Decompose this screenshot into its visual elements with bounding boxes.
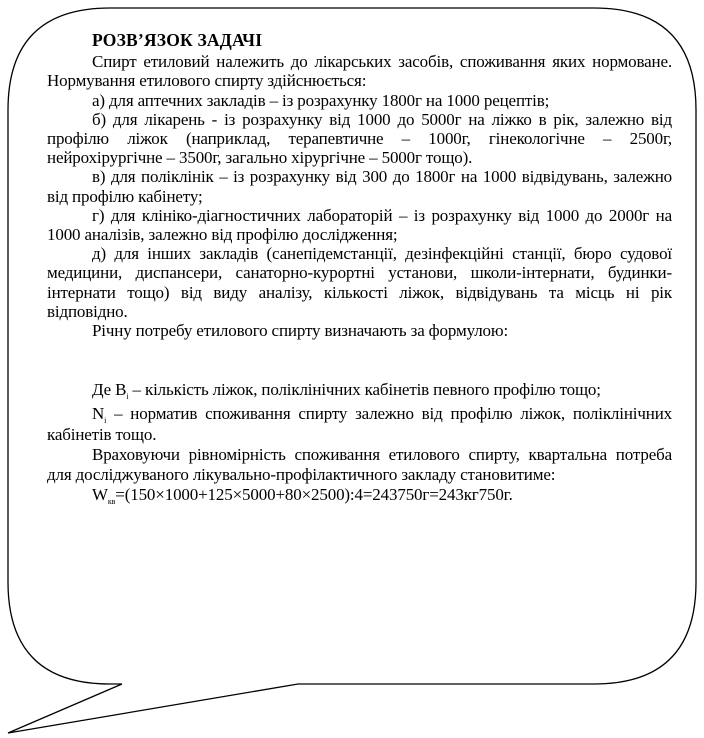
annual-need-paragraph: Річну потребу етилового спирту визначають за формулою:: [92, 321, 509, 341]
item-v: в) для поліклінік – із розрахунку від 300 до 1800г на 1000 відвідувань, залежно від профілю кабінету;: [47, 167, 672, 206]
solution-text: [47, 31, 672, 504]
item-a: а) для аптечних закладів – із розрахунку 1800г на 1000 рецептів;: [92, 90, 550, 110]
solution-title: РОЗВ’ЯЗОК ЗАДАЧІ: [92, 30, 263, 50]
item-d: д) для інших закладів (санепідемстанції, дезінфекційні станції, бюро судової медицини, диспансери, санаторно-курортні установи, школи-інтернати, будинки-інтернати тощо) від виду аналізу, кількості ліжок, відвідувань та місць ні рік відповідно.: [47, 244, 672, 321]
intro-paragraph: Спирт етиловий належить до лікарських засобів, споживання яких нормоване. Нормування етилового спирту здійснюється:: [47, 52, 672, 91]
item-g: г) для клініко-діагностичних лабораторій – із розрахунку від 1000 до 2000г на 1000 аналізів, залежно від профілю дослідження;: [47, 205, 672, 245]
quarterly-result: $W_{кв}=(150\times 1000+125\times 5000+80\times 2500):4=243750г=243кг750г$.: [92, 484, 513, 506]
definition-n: $N_і$ – норматив споживання спирту залежно від профілю ліжок, поліклінічних кабінетів тощо.: [47, 404, 672, 445]
quarterly-paragraph: Враховуючи рівномірність споживання етилового спирту, квартальна потреба для досліджуваного лікувально-профілактичного закладу становитиме:: [47, 445, 672, 484]
item-b: б) для лікарень - із розрахунку від 1000 до 5000г на ліжко в рік, залежно від профілю ліжок (наприклад, терапевтичне – 1000г, гінекологічне – 2500г, нейрохірургічне – 3500г, загально хірургічне – 5000г тощо).: [47, 109, 672, 168]
definition-b: Де $В_і$ – кількість ліжок, поліклінічних кабінетів певного профілю тощо;: [92, 380, 601, 402]
formula-placeholder: [47, 340, 672, 378]
